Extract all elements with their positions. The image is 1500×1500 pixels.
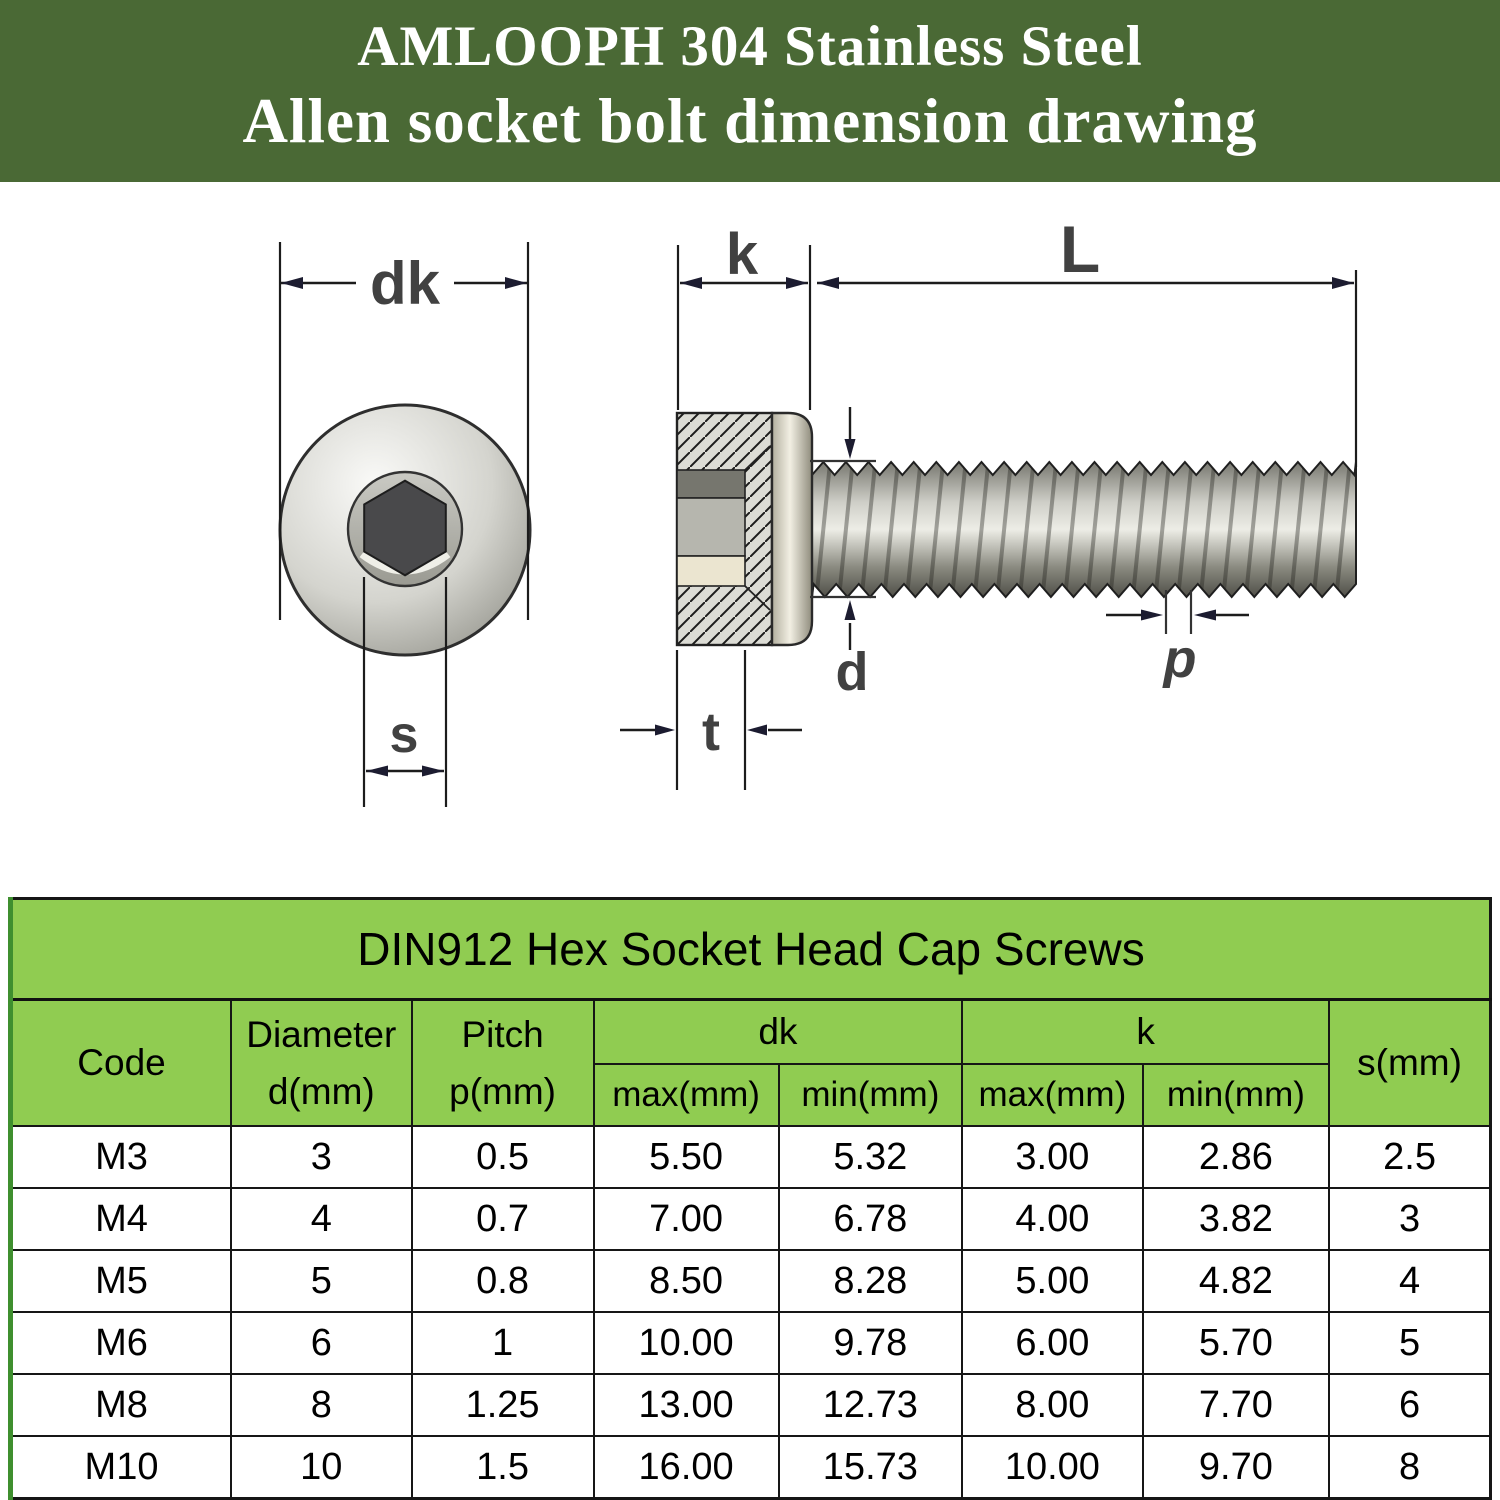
table-header-row-1 (11, 1000, 1491, 1065)
header-k-group: k (962, 1000, 1329, 1065)
cell-dk-max: 8.50 (594, 1250, 779, 1312)
label-s: s (389, 706, 419, 764)
label-p: p (1163, 629, 1197, 689)
table-row-m8 (11, 1374, 1491, 1436)
cell-dk-min: 12.73 (779, 1374, 963, 1436)
header-k-max: max(mm) (962, 1064, 1143, 1126)
header-pitch-line1: Pitch (461, 1013, 544, 1055)
bolt-side-view (677, 413, 1356, 645)
cell-k-min: 2.86 (1143, 1126, 1329, 1188)
header-diameter-line1: Diameter (246, 1013, 397, 1055)
table-title-row (11, 899, 1491, 1000)
cell-k-max: 8.00 (962, 1374, 1143, 1436)
table-row-m3 (11, 1126, 1491, 1188)
label-t: t (702, 702, 720, 762)
cell-code: M3 (11, 1126, 232, 1188)
label-L: L (1059, 212, 1101, 286)
cell-p: 1.25 (412, 1374, 594, 1436)
header-pitch-line2: p(mm) (449, 1071, 557, 1112)
socket-section-dark (677, 470, 745, 498)
cell-p: 0.5 (412, 1126, 594, 1188)
table-title: DIN912 Hex Socket Head Cap Screws (11, 899, 1491, 1000)
table-row-m4 (11, 1188, 1491, 1250)
cell-dk-min: 9.78 (779, 1312, 963, 1374)
cell-s: 3 (1329, 1188, 1490, 1250)
head-outer-cap (772, 413, 812, 645)
dimension-t (620, 650, 802, 790)
cell-code: M8 (11, 1374, 232, 1436)
cell-s: 4 (1329, 1250, 1490, 1312)
header-dk-group: dk (594, 1000, 963, 1065)
bolt-dimension-drawing (0, 182, 1500, 897)
table-row-m5 (11, 1250, 1491, 1312)
label-d: d (835, 642, 869, 702)
header-pitch (412, 1000, 594, 1127)
spec-table (8, 897, 1492, 1500)
cell-p: 0.8 (412, 1250, 594, 1312)
table-row-m10 (11, 1436, 1491, 1499)
header-dk-max: max(mm) (594, 1064, 779, 1126)
dimension-table (8, 897, 1492, 1488)
cell-dk-min: 15.73 (779, 1436, 963, 1499)
header-s: s(mm) (1329, 1000, 1490, 1127)
cell-s: 6 (1329, 1374, 1490, 1436)
cell-s: 2.5 (1329, 1126, 1490, 1188)
cell-k-min: 5.70 (1143, 1312, 1329, 1374)
banner-title-line1: AMLOOPH 304 Stainless Steel (357, 15, 1143, 78)
dimension-k (678, 222, 810, 410)
cell-code: M6 (11, 1312, 232, 1374)
cell-dk-max: 16.00 (594, 1436, 779, 1499)
cell-d: 10 (231, 1436, 412, 1499)
dimension-p (1106, 590, 1249, 689)
cell-p: 0.7 (412, 1188, 594, 1250)
dimension-L (817, 212, 1356, 467)
cell-code: M5 (11, 1250, 232, 1312)
socket-section-light (677, 556, 745, 586)
cell-k-min: 4.82 (1143, 1250, 1329, 1312)
cell-code: M10 (11, 1436, 232, 1499)
cell-k-min: 7.70 (1143, 1374, 1329, 1436)
cell-s: 8 (1329, 1436, 1490, 1499)
cell-k-min: 3.82 (1143, 1188, 1329, 1250)
title-banner (0, 0, 1500, 182)
cell-code: M4 (11, 1188, 232, 1250)
cell-dk-max: 5.50 (594, 1126, 779, 1188)
header-diameter (231, 1000, 412, 1127)
cell-k-max: 6.00 (962, 1312, 1143, 1374)
banner-title-line2: Allen socket bolt dimension drawing (242, 85, 1258, 156)
cell-dk-min: 8.28 (779, 1250, 963, 1312)
cell-k-min: 9.70 (1143, 1436, 1329, 1499)
label-k: k (725, 222, 759, 287)
cell-d: 5 (231, 1250, 412, 1312)
cell-dk-min: 6.78 (779, 1188, 963, 1250)
cell-k-max: 4.00 (962, 1188, 1143, 1250)
cell-p: 1 (412, 1312, 594, 1374)
header-diameter-line2: d(mm) (267, 1071, 375, 1112)
cell-dk-max: 7.00 (594, 1188, 779, 1250)
cell-k-max: 10.00 (962, 1436, 1143, 1499)
table-row-m6 (11, 1312, 1491, 1374)
cell-dk-max: 10.00 (594, 1312, 779, 1374)
cell-k-max: 3.00 (962, 1126, 1143, 1188)
cell-p: 1.5 (412, 1436, 594, 1499)
header-code: Code (11, 1000, 232, 1127)
header-k-min: min(mm) (1143, 1064, 1329, 1126)
cell-d: 4 (231, 1188, 412, 1250)
cell-dk-max: 13.00 (594, 1374, 779, 1436)
cell-d: 3 (231, 1126, 412, 1188)
label-dk: dk (369, 250, 441, 317)
socket-section-mid (677, 498, 745, 556)
head-top-view (280, 405, 530, 655)
cell-s: 5 (1329, 1312, 1490, 1374)
header-dk-min: min(mm) (779, 1064, 963, 1126)
cell-k-max: 5.00 (962, 1250, 1143, 1312)
cell-dk-min: 5.32 (779, 1126, 963, 1188)
cell-d: 6 (231, 1312, 412, 1374)
cell-d: 8 (231, 1374, 412, 1436)
